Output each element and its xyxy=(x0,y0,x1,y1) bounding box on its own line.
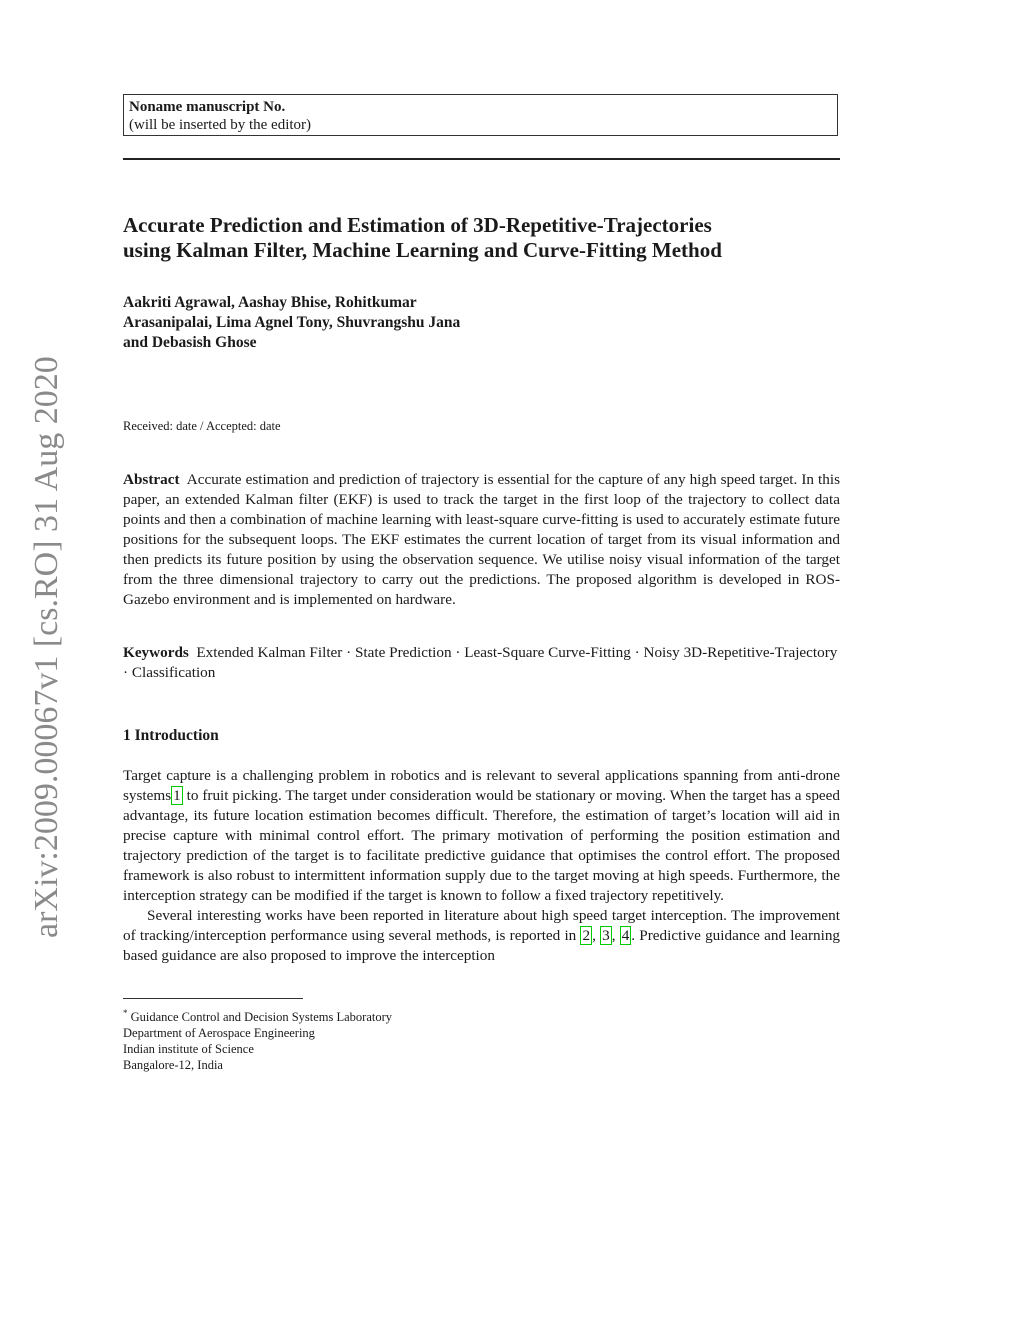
keywords-label: Keywords xyxy=(123,644,189,661)
intro-p2-text-b: . Predictive guidance and learning based guidance are also proposed to improve the interception xyxy=(123,927,841,964)
received-accepted-dates: Received: date / Accepted: date xyxy=(123,419,281,433)
keywords xyxy=(123,643,840,683)
intro-paragraph-1 xyxy=(123,766,840,906)
keywords-text: Extended Kalman Filter · State Prediction · Least-Square Curve-Fitting · Noisy 3D-Repetitive-Trajectory · Classification xyxy=(123,644,838,681)
footnote-department: Department of Aerospace Engineering xyxy=(123,1026,315,1041)
editor-note: (will be inserted by the editor) xyxy=(129,117,312,133)
author-list xyxy=(123,293,623,353)
abstract-text: Accurate estimation and prediction of trajectory is essential for the capture of any high speed target. In this paper, an extended Kalman filter (EKF) is used to track the target in the first loop of the trajectory to collect data points and then a combination of machine learning with least-square curve-fitting is used to accurately estimate future positions for the subsequent loops. The EKF estimates the current location of target from its visual information and then predicts its future position by using the observation sequence. We utilise noisy visual information of the target from the three dimensional trajectory to carry out the predictions. The proposed algorithm is developed in ROS-Gazebo environment and is implemented on hardware. xyxy=(123,471,840,608)
footnote-institute: Indian institute of Science xyxy=(123,1042,254,1057)
intro-p2-text-a: Several interesting works have been reported in literature about high speed target interception. The improvement of tracking/interception performance using several methods, is reported in xyxy=(123,907,840,944)
authors-line-2: Arasanipalai, Lima Agnel Tony, Shuvrangshu Jana xyxy=(123,314,461,331)
header-rule xyxy=(123,158,840,160)
abstract xyxy=(123,470,840,610)
authors-line-3: and Debasish Ghose xyxy=(123,334,257,351)
title-line-1: Accurate Prediction and Estimation of 3D-Repetitive-Trajectories xyxy=(123,213,712,237)
footnote-lab: Guidance Control and Decision Systems Laboratory xyxy=(130,1010,393,1025)
footnote-mark: * xyxy=(123,1008,128,1018)
intro-p1-text-a: Target capture is a challenging problem in robotics and is relevant to several applications spanning from anti-drone systems xyxy=(123,767,840,804)
citation-link[interactable]: 4 xyxy=(621,927,630,944)
footnote-city: Bangalore-12, India xyxy=(123,1058,223,1073)
paper-title xyxy=(123,213,840,263)
editor-box xyxy=(123,94,838,136)
footnote-line-1 xyxy=(123,1005,392,1025)
citation-link[interactable]: 1 xyxy=(173,787,181,804)
intro-p1-text-b: to fruit picking. The target under consideration would be stationary or moving. When the target has a speed advantage, its future location estimation becomes difficult. Therefore, the estimation of target’s location will aid in precise capture with minimal control effort. The primary motivation of performing the position estimation and trajectory prediction of the target is to facilitate predictive guidance that optimises the control effort. The proposed framework is also robust to intermittent information supply due to the target moving at high speeds. Furthermore, the interception strategy can be modified if the target is known to follow a fixed trajectory repetitively. xyxy=(123,787,840,904)
intro-paragraph-2 xyxy=(123,906,840,966)
authors-line-1: Aakriti Agrawal, Aashay Bhise, Rohitkumar xyxy=(123,294,417,311)
citation-link[interactable]: 3 xyxy=(602,927,610,944)
title-line-2: using Kalman Filter, Machine Learning and Curve-Fitting Method xyxy=(123,238,722,262)
manuscript-number: Noname manuscript No. xyxy=(129,99,286,115)
citation-separator: , xyxy=(611,927,620,944)
arxiv-identifier: arXiv:2009.00067v1 [cs.RO] 31 Aug 2020 xyxy=(28,356,65,938)
introduction-body xyxy=(123,766,840,966)
affiliation-footnote xyxy=(123,1005,392,1073)
abstract-label: Abstract xyxy=(123,471,180,488)
section-heading-introduction: 1 Introduction xyxy=(123,727,219,744)
citation-link[interactable]: 2 xyxy=(582,927,591,944)
footnote-rule xyxy=(123,998,303,999)
citation-separator: , xyxy=(592,927,601,944)
